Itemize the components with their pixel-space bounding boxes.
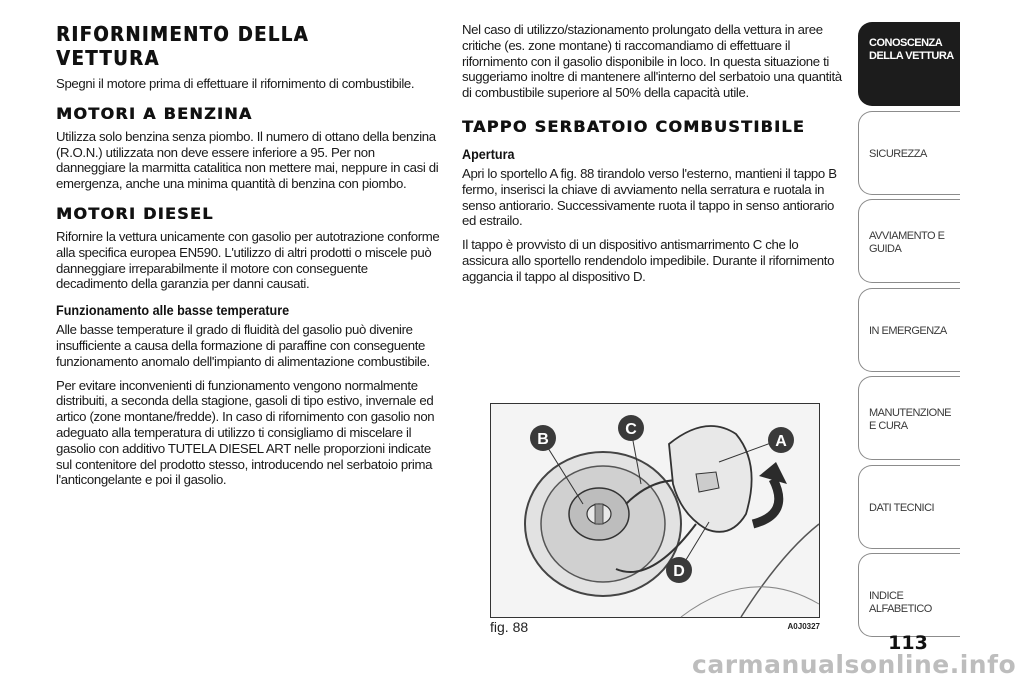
chapter-tabs: [858, 22, 960, 632]
tab-manutenzione-e-cura[interactable]: [858, 376, 960, 460]
tab-conoscenza-della-vettura[interactable]: [858, 22, 960, 106]
callout-c: [618, 415, 644, 441]
figure-code: A0J0327: [787, 622, 820, 631]
subheading-basse-temperature: Funzionamento alle basse temperature: [56, 302, 290, 319]
svg-text:C: C: [625, 421, 637, 438]
page-number: 113: [888, 632, 928, 654]
tab-dati-tecnici[interactable]: [858, 465, 960, 549]
section-heading-tappo: TAPPO SERBATOIO COMBUSTIBILE: [462, 116, 805, 136]
tab-label: IN EMERGENZA: [869, 325, 947, 337]
callout-d: [666, 557, 692, 583]
tab-label: AVVIAMENTO E GUIDA: [869, 230, 945, 255]
callout-a: [768, 427, 794, 453]
tab-label: INDICE ALFABETICO: [869, 590, 932, 615]
watermark: carmanualsonline.info: [692, 650, 1016, 679]
page-title: RIFORNIMENTO DELLA VETTURA: [56, 22, 309, 70]
tab-sicurezza[interactable]: [858, 111, 960, 195]
left-column: [56, 22, 440, 496]
tab-indice-alfabetico[interactable]: [858, 553, 960, 637]
benzina-paragraph: Utilizza solo benzina senza piombo. Il numero di ottano della benzina (R.O.N.) utilizzata non deve essere inferiore a 95. Per non danneggiare la marmitta catalitica non mettere mai, neppure in casi di emergenza, anche una minima quantità di benzina con piombo.: [56, 128, 439, 192]
figure-caption: [490, 619, 820, 639]
diesel-paragraph: Rifornire la vettura unicamente con gasolio per autotrazione conforme alla specifica europea EN590. L'utilizzo di altri prodotti o miscele può danneggiare irreparabilmente il motore con conseguente decadimento della garanzia per danni causati.: [56, 228, 440, 292]
tab-label: CONOSCENZA DELLA VETTURA: [869, 37, 954, 62]
subheading-apertura: Apertura: [462, 145, 515, 162]
section-heading-diesel: MOTORI DIESEL: [56, 203, 214, 223]
fuel-cap-drawing: [491, 404, 819, 617]
tab-label: MANUTENZIONE E CURA: [869, 407, 951, 432]
tab-label: DATI TECNICI: [869, 502, 935, 514]
section-heading-benzina: MOTORI A BENZINA: [56, 103, 253, 123]
callout-b: [530, 425, 556, 451]
fuel-cap-illustration: [490, 403, 820, 618]
tab-avviamento-e-guida[interactable]: [858, 199, 960, 283]
basse-temperature-paragraph-2: Per evitare inconvenienti di funzionamento vengono normalmente distribuiti, a seconda della stagione, gasoli di tipo estivo, invernale ed artico (zone montane/fredde). In caso di rifornimento con gasolio non adeguato alla temperatura di utilizzo ti consigliamo di miscelare il gasolio con additivo TUTELA DIESEL ART nelle proporzioni indicate sul contenitore del prodotto stesso, introducendo nel serbatoio prima l'anticongelante e poi il gasolio.: [56, 377, 435, 488]
tab-label: SICUREZZA: [869, 148, 927, 160]
figure-label: fig. 88: [490, 619, 529, 635]
apertura-paragraph-2: Il tappo è provvisto di un dispositivo antismarrimento C che lo assicura allo sportello rendendolo impedibile. Durante il rifornimento aggancia il tappo al dispositivo D.: [462, 237, 835, 284]
intro-paragraph: Spegni il motore prima di effettuare il rifornimento di combustibile.: [56, 76, 415, 91]
svg-text:B: B: [537, 431, 549, 448]
tab-in-emergenza[interactable]: [858, 288, 960, 372]
right-column: [462, 22, 846, 293]
stazionamento-paragraph: Nel caso di utilizzo/stazionamento prolungato della vettura in aree critiche (es. zone montane) ti raccomandiamo di effettuare il rifornimento con il gasolio disponibile in loco. In questa situazione ti suggeriamo inoltre di mantenere all'interno del serbatoio una quantità di combustibile superiore al 50% della capacità utile.: [462, 22, 842, 101]
basse-temperature-paragraph-1: Alle basse temperature il grado di fluidità del gasolio può divenire insufficiente a causa della formazione di paraffine con conseguente funzionamento anomalo dell'impianto di alimentazione combustibile.: [56, 322, 430, 369]
svg-text:D: D: [673, 563, 685, 580]
svg-text:A: A: [775, 433, 787, 450]
apertura-paragraph-1: Apri lo sportello A fig. 88 tirandolo verso l'esterno, mantieni il tappo B fermo, inserisci la chiave di avviamento nella serratura e ruotala in senso antiorario. Successivamente ruota il tappo in senso antiorario ed estrailo.: [462, 165, 837, 229]
